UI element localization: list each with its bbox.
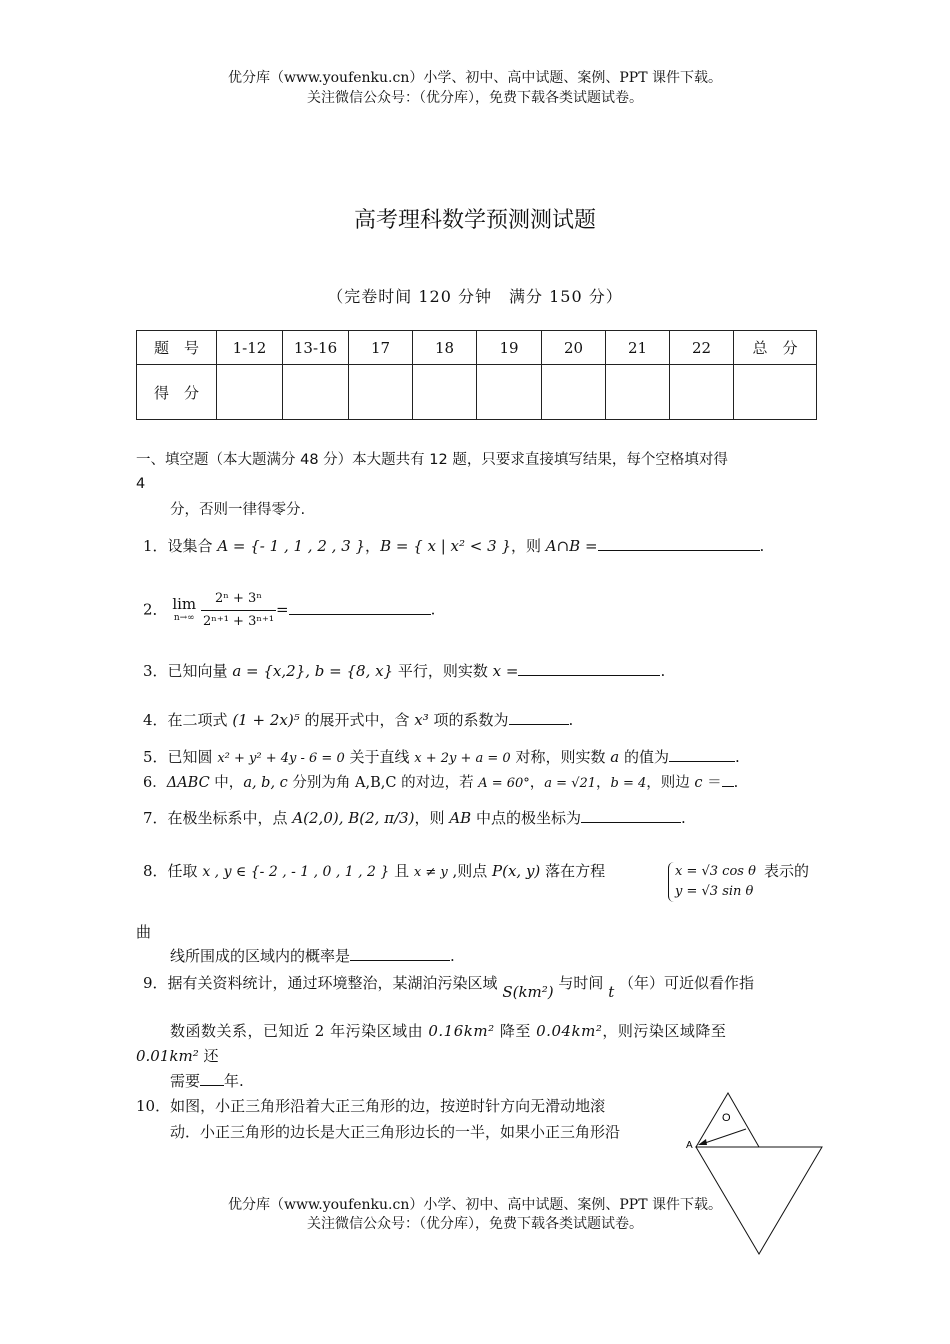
question-8-cont: 曲	[136, 923, 152, 941]
answer-blank[interactable]	[581, 808, 681, 823]
footer-line-1: 优分库（www.youfenku.cn）小学、初中、高中试题、案例、PPT 课件下载。	[227, 1197, 722, 1213]
question-9-cont: 需要 年.	[170, 1072, 244, 1090]
footer-line-2: 关注微信公众号：（优分库），免费下载各类试题试卷。	[307, 1216, 643, 1232]
table-cell: 得 分	[137, 365, 217, 420]
label-o: O	[722, 1112, 731, 1124]
answer-blank[interactable]	[722, 772, 734, 787]
table-cell: 13-16	[283, 331, 349, 365]
answer-blank[interactable]	[669, 747, 735, 762]
question-4: 4．在二项式 (1 + 2x)⁵ 的展开式中，含 x³ 项的系数为 .	[143, 711, 574, 729]
answer-blank[interactable]	[350, 946, 450, 961]
parametric-system: x = √3 cos θ y = √3 sin θ	[668, 862, 756, 902]
table-cell: 17	[349, 331, 413, 365]
answer-blank[interactable]	[289, 600, 431, 615]
score-cell[interactable]	[734, 365, 817, 420]
question-2: 2． lim n→∞ $\frac{\text{2ⁿ + 3ⁿ}}{\text{2ⁿ⁺¹ + 3ⁿ⁺¹}}$ = .	[143, 588, 833, 633]
score-cell[interactable]	[606, 365, 670, 420]
question-9-cont: 数函数关系，已知近 2 年污染区域由 0.16km² 降至 0.04km²，则污染区域降至	[170, 1022, 727, 1040]
section-heading-cont: 分，否则一律得零分.	[170, 502, 306, 518]
question-10-cont: 动．小正三角形的边长是大正三角形边长的一半，如果小正三角形沿	[170, 1123, 621, 1141]
radius-line	[702, 1129, 746, 1144]
exam-info: （完卷时间 120 分钟 满分 150 分）	[327, 287, 623, 306]
label-a: A	[686, 1140, 693, 1151]
section-heading: 一、填空题（本大题满分 48 分）本大题共有 12 题，只要求直接填写结果，每个空格填对得	[136, 452, 728, 468]
question-8-cont: 表示的	[764, 862, 810, 880]
question-9-cont: 0.01km² 还	[136, 1047, 219, 1065]
table-cell: 题 号	[137, 331, 217, 365]
score-cell[interactable]	[217, 365, 283, 420]
score-table-score-row	[137, 365, 817, 420]
score-cell[interactable]	[413, 365, 477, 420]
score-table	[136, 330, 817, 420]
question-9: 9．据有关资料统计，通过环境整治，某湖泊污染区域 S(km²) 与时间 t （年）可近似看作指	[143, 974, 754, 1001]
table-cell: 21	[606, 331, 670, 365]
header-line-1: 优分库（www.youfenku.cn）小学、初中、高中试题、案例、PPT 课件下载。	[227, 70, 722, 86]
table-cell: 18	[413, 331, 477, 365]
table-cell: 1-12	[217, 331, 283, 365]
question-7: 7．在极坐标系中，点 A(2,0), B(2, π/3)，则 AB 中点的极坐标为 .	[143, 809, 686, 827]
question-1: 1．设集合 A = {- 1 , 1 , 2 , 3 }，B = { x | x² < 3 }，则 A∩B = .	[143, 537, 765, 555]
table-cell: 20	[542, 331, 606, 365]
answer-blank[interactable]	[200, 1071, 224, 1086]
table-cell: 22	[670, 331, 734, 365]
fraction: $\frac{\text{2ⁿ + 3ⁿ}}{\text{2ⁿ⁺¹ + 3ⁿ⁺¹}}$	[201, 588, 276, 633]
question-8-cont: 线所围成的区域内的概率是 .	[170, 947, 455, 965]
score-cell[interactable]	[349, 365, 413, 420]
table-cell: 总 分	[734, 331, 817, 365]
question-10: 10．如图，小正三角形沿着大正三角形的边，按逆时针方向无滑动地滚	[136, 1097, 606, 1115]
question-8: 8．任取 x , y ∈ {- 2 , - 1 , 0 , 1 , 2 } 且 x ≠ y ,则点 P(x, y) 落在方程	[143, 862, 606, 880]
page-title: 高考理科数学预测测试题	[353, 208, 596, 233]
question-6: 6．ΔABC 中，a, b, c 分别为角 A,B,C 的对边，若 A = 60°，a = √21，b = 4，则边 c ＝ .	[143, 772, 833, 795]
table-cell: 19	[477, 331, 542, 365]
score-table-header-row	[137, 331, 817, 365]
header-line-2: 关注微信公众号：（优分库），免费下载各类试题试卷。	[307, 90, 643, 106]
limit: lim n→∞	[172, 594, 197, 623]
score-cell[interactable]	[542, 365, 606, 420]
section-heading-cont: 4	[136, 476, 146, 492]
answer-blank[interactable]	[518, 661, 660, 676]
score-cell[interactable]	[283, 365, 349, 420]
question-3: 3．已知向量 a = {x,2}, b = {8, x} 平行，则实数 x = .	[143, 662, 666, 680]
score-cell[interactable]	[670, 365, 734, 420]
score-cell[interactable]	[477, 365, 542, 420]
question-5: 5．已知圆 x² + y² + 4y - 6 = 0 关于直线 x + 2y + a = 0 对称，则实数 a 的值为 .	[143, 748, 740, 766]
answer-blank[interactable]	[509, 710, 569, 725]
answer-blank[interactable]	[598, 536, 760, 551]
